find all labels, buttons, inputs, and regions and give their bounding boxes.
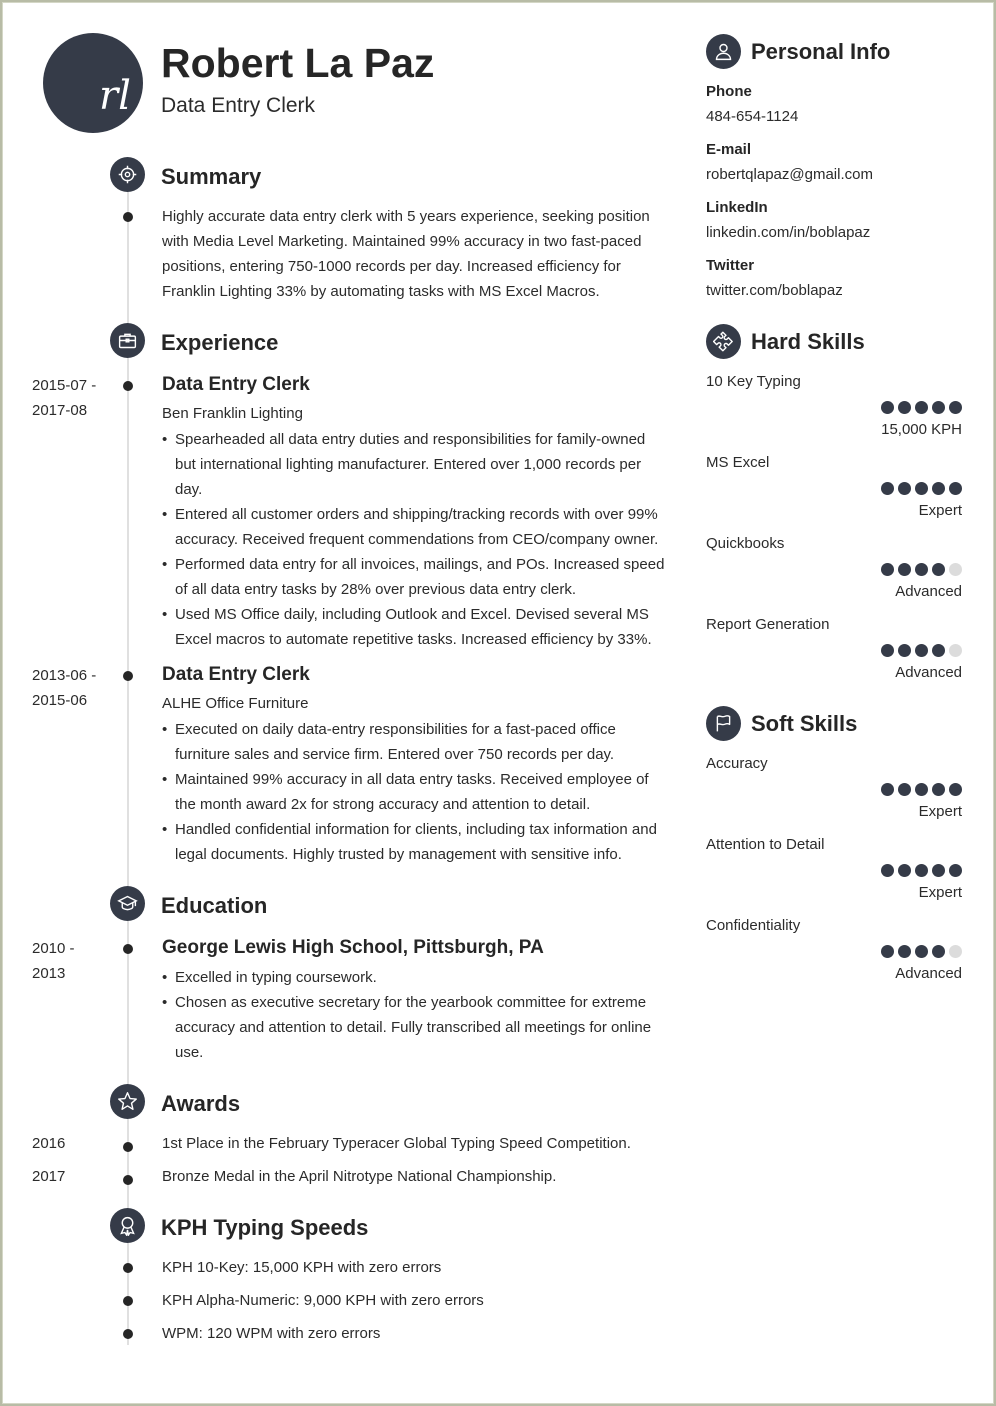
- skill-rating: [881, 783, 962, 796]
- timeline-dot: [123, 671, 133, 681]
- twitter-value: twitter.com/boblapaz: [706, 282, 843, 299]
- rating-dot-filled: [932, 644, 945, 657]
- rating-dot-filled: [932, 783, 945, 796]
- skill-rating: [881, 563, 962, 576]
- education-heading: Education: [161, 893, 268, 918]
- job-title: Data Entry Clerk: [162, 374, 310, 395]
- rating-dot-filled: [881, 864, 894, 877]
- timeline-dot: [123, 1142, 133, 1152]
- award-year: 2016: [32, 1135, 66, 1152]
- timeline-dot: [123, 1296, 133, 1306]
- skill-level: Expert: [918, 884, 962, 901]
- timeline-dot: [123, 1329, 133, 1339]
- summary-heading: Summary: [161, 164, 262, 189]
- award-year: 2017: [32, 1168, 66, 1185]
- personal-info-heading: Personal Info: [751, 39, 891, 64]
- school-name: George Lewis High School, Pittsburgh, PA: [162, 937, 544, 958]
- rating-dot-filled: [932, 401, 945, 414]
- timeline-dot: [123, 212, 133, 222]
- linkedin-label: LinkedIn: [706, 199, 768, 216]
- skill-rating: [881, 644, 962, 657]
- rating-dot-filled: [915, 783, 928, 796]
- typing-item: KPH Alpha-Numeric: 9,000 KPH with zero errors: [162, 1292, 484, 1309]
- timeline-dot: [123, 1263, 133, 1273]
- job-date-end: 2017-08: [32, 402, 88, 419]
- rating-dot-filled: [898, 482, 911, 495]
- rating-dot-filled: [898, 945, 911, 958]
- awards-heading: Awards: [161, 1091, 241, 1116]
- skill-name: Accuracy: [706, 755, 768, 772]
- job-bullets: [162, 717, 667, 867]
- rating-dot-filled: [915, 563, 928, 576]
- rating-dot-filled: [932, 563, 945, 576]
- skill-level: Advanced: [895, 965, 962, 982]
- linkedin-value: linkedin.com/in/boblapaz: [706, 224, 871, 241]
- skill-level: Expert: [918, 803, 962, 820]
- award-text: 1st Place in the February Typeracer Global Typing Speed Competition.: [162, 1135, 631, 1152]
- summary-text: Highly accurate data entry clerk with 5 years experience, seeking position with Media Level Marketing. Maintained 99% accuracy in two fast-paced positions, entering 750-1000 records per day. Increased efficiency for Franklin Lighting 33% by automating tasks with MS Excel Macros.: [162, 208, 650, 300]
- typing-item: KPH 10-Key: 15,000 KPH with zero errors: [162, 1259, 442, 1276]
- phone-value: 484-654-1124: [706, 108, 799, 125]
- skill-name: Attention to Detail: [706, 836, 825, 853]
- twitter-label: Twitter: [706, 257, 755, 274]
- education-bullets: [162, 965, 667, 1065]
- rating-dot-filled: [881, 401, 894, 414]
- experience-heading: Experience: [161, 330, 279, 355]
- skill-rating: [881, 401, 962, 414]
- job-company: ALHE Office Furniture: [162, 695, 309, 712]
- rating-dot-filled: [932, 482, 945, 495]
- skill-name: Confidentiality: [706, 917, 801, 934]
- target-icon: [110, 157, 145, 192]
- skill-name: Quickbooks: [706, 535, 785, 552]
- email-label: E-mail: [706, 141, 752, 158]
- rating-dot-empty: [949, 945, 962, 958]
- list-item: • Handled confidential information for clients, including tax information and legal documents. Highly trusted by management with sensitive info.: [162, 817, 667, 867]
- timeline-dot: [123, 944, 133, 954]
- rating-dot-empty: [949, 563, 962, 576]
- rating-dot-filled: [898, 401, 911, 414]
- job-title: Data Entry Clerk: [162, 664, 310, 685]
- skill-rating: [881, 864, 962, 877]
- timeline-dot: [123, 381, 133, 391]
- skill-level: 15,000 KPH: [881, 421, 962, 438]
- rating-dot-filled: [881, 783, 894, 796]
- list-item: • Chosen as executive secretary for the yearbook committee for extreme accuracy and attention to detail. Fully transcribed all meetings for online use.: [162, 990, 667, 1065]
- soft-skills-heading: Soft Skills: [751, 711, 858, 736]
- puzzle-icon: [706, 324, 741, 359]
- job-date-end: 2015-06: [32, 692, 88, 709]
- rating-dot-filled: [881, 644, 894, 657]
- skill-name: MS Excel: [706, 454, 770, 471]
- rating-dot-filled: [932, 864, 945, 877]
- rating-dot-filled: [881, 945, 894, 958]
- skill-level: Expert: [918, 502, 962, 519]
- rating-dot-filled: [915, 401, 928, 414]
- list-item: • Performed data entry for all invoices, mailings, and POs. Increased speed of all data entry tasks by 28% over previous data entry clerk.: [162, 552, 667, 602]
- rating-dot-filled: [881, 563, 894, 576]
- rating-dot-filled: [915, 864, 928, 877]
- user-icon: [706, 34, 741, 69]
- rating-dot-filled: [898, 864, 911, 877]
- rating-dot-filled: [898, 563, 911, 576]
- skill-name: 10 Key Typing: [706, 373, 801, 390]
- timeline-line: [127, 358, 129, 888]
- job-bullets: [162, 427, 667, 652]
- avatar: [43, 33, 143, 133]
- rating-dot-filled: [898, 783, 911, 796]
- rating-dot-filled: [915, 945, 928, 958]
- skill-name: Report Generation: [706, 616, 830, 633]
- rating-dot-filled: [898, 644, 911, 657]
- education-date-end: 2013: [32, 965, 66, 982]
- graduation-cap-icon: [110, 886, 145, 921]
- rating-dot-filled: [881, 482, 894, 495]
- hard-skills-heading: Hard Skills: [751, 329, 865, 354]
- timeline-line: [127, 1119, 129, 1210]
- typing-heading: KPH Typing Speeds: [161, 1215, 369, 1240]
- candidate-title: Data Entry Clerk: [161, 94, 316, 117]
- skill-level: Advanced: [895, 664, 962, 681]
- avatar-initials: rl: [99, 73, 131, 119]
- list-item: • Spearheaded all data entry duties and responsibilities for family-owned but international lighting manufacturer. Entered over 1,000 records per day.: [162, 427, 667, 502]
- job-date-start: 2015-07 -: [32, 377, 97, 394]
- skill-rating: [881, 945, 962, 958]
- list-item: • Maintained 99% accuracy in all data entry tasks. Received employee of the month award 2x for strong accuracy and attention to detail.: [162, 767, 667, 817]
- rating-dot-filled: [949, 482, 962, 495]
- rating-dot-filled: [915, 644, 928, 657]
- candidate-name: Robert La Paz: [161, 40, 435, 86]
- flag-icon: [706, 706, 741, 741]
- phone-label: Phone: [706, 83, 752, 100]
- list-item: • Executed on daily data-entry responsibilities for a fast-paced office furniture sales and service firm. Entered over 750 records per day.: [162, 717, 667, 767]
- rating-dot-filled: [949, 401, 962, 414]
- award-text: Bronze Medal in the April Nitrotype National Championship.: [162, 1168, 557, 1185]
- briefcase-icon: [110, 323, 145, 358]
- list-item: • Used MS Office daily, including Outlook and Excel. Devised several MS Excel macros to automate repetitive tasks. Increased efficiency by 33%.: [162, 602, 667, 652]
- skill-level: Advanced: [895, 583, 962, 600]
- email-value: robertqlapaz@gmail.com: [706, 166, 873, 183]
- job-company: Ben Franklin Lighting: [162, 405, 303, 422]
- skill-rating: [881, 482, 962, 495]
- rating-dot-filled: [949, 864, 962, 877]
- rating-dot-filled: [932, 945, 945, 958]
- star-icon: [110, 1084, 145, 1119]
- list-item: • Entered all customer orders and shipping/tracking records with over 99% accuracy. Received frequent commendations from CEO/company owner.: [162, 502, 667, 552]
- list-item: • Excelled in typing coursework.: [162, 965, 667, 990]
- rating-dot-empty: [949, 644, 962, 657]
- education-date-start: 2010 -: [32, 940, 75, 957]
- timeline-dot: [123, 1175, 133, 1185]
- ribbon-icon: [110, 1208, 145, 1243]
- job-date-start: 2013-06 -: [32, 667, 97, 684]
- typing-item: WPM: 120 WPM with zero errors: [162, 1325, 381, 1342]
- rating-dot-filled: [949, 783, 962, 796]
- rating-dot-filled: [915, 482, 928, 495]
